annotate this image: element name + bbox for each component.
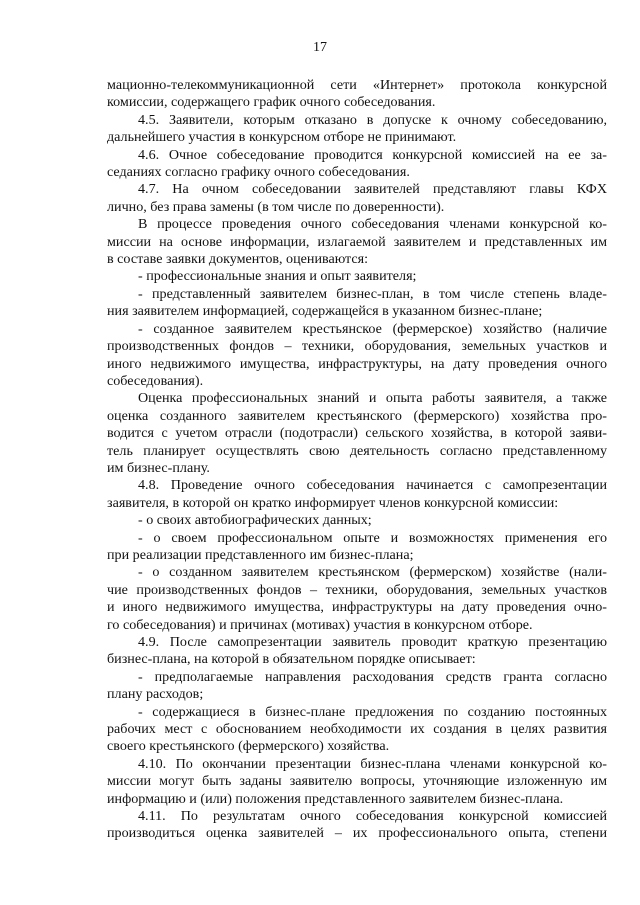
text-line: оценка созданного заявителем крестьянского (фермерского) хозяйства про- [107,407,607,424]
text-line: рабочих мест с обоснованием необходимости их создания в целях развития [107,721,607,738]
text-line: - представленный заявителем бизнес-план, в том числе степень владе- [138,285,607,302]
text-line: 4.5. Заявители, которым отказано в допуске к очному собеседованию, [138,111,607,128]
text-line: дальнейшего участия в конкурсном отборе не принимают. [107,129,457,146]
text-line: - о своем профессиональном опыте и возможностях применения его [138,529,607,546]
text-line: 4.9. После самопрезентации заявитель проводит краткую презентацию [138,634,607,650]
text-line: 4.10. По окончании презентации бизнес-плана членами конкурсной ко- [138,755,607,772]
text-line: иного недвижимого имущества, инфраструктуры, на дату проведения очного [107,355,607,372]
text-line: водится с учетом отрасли (подотрасли) сельского хозяйства, в которой заяви- [107,425,607,442]
text-line: седаниях согласно графику очного собеседования. [107,164,410,181]
text-line: 4.8. Проведение очного собеседования начинается с самопрезентации [138,477,607,494]
text-line: 4.6. Очное собеседование проводится конкурсной комиссией на ее за- [138,146,607,163]
text-line: - о своих автобиографических данных; [138,512,372,529]
text-line: 4.11. По результатам очного собеседования конкурсной комиссией [138,808,607,825]
text-line: при реализации представленного им бизнес-плана; [107,546,414,563]
text-line: миссии на основе информации, излагаемой заявителем и представленных им [107,233,607,250]
text-line: миссии могут быть заданы заявителю вопросы, уточняющие изложенную им [107,773,607,790]
text-line: чие производственных фондов – техники, оборудования, земельных участков [107,581,607,598]
page-number: 17 [313,40,327,55]
text-line: тель планирует осуществлять свою деятельность согласно представленному [107,442,607,459]
text-line: собеседования). [107,372,204,389]
document-body [107,77,607,843]
text-line: производиться оценка заявителей – их профессионального опыта, степени [107,825,607,842]
text-line: - профессиональные знания и опыт заявителя; [138,268,417,285]
text-line: - содержащиеся в бизнес-плане предложения по созданию постоянных [138,703,607,720]
text-line: В процессе проведения очного собеседования членами конкурсной ко- [138,216,607,233]
text-line: - предполагаемые направления расходования средств гранта согласно [138,668,607,685]
text-line: ния заявителем информацией, содержащейся в указанном бизнес-плане; [107,303,543,320]
text-line: в составе заявки документов, оцениваются: [107,251,369,268]
text-line: - о созданном заявителем крестьянском (фермерском) хозяйстве (нали- [138,564,607,581]
text-line: плану расходов; [107,686,204,703]
text-line: Оценка профессиональных знаний и опыта работы заявителя, а также [138,390,607,407]
text-line: лично, без права замены (в том числе по доверенности). [107,198,445,215]
text-line: своего крестьянского (фермерского) хозяйства. [107,738,390,755]
text-line: комиссии, содержащего график очного собеседования. [107,94,436,111]
text-line: мационно-телекоммуникационной сети «Интернет» протокола конкурсной [107,77,607,93]
text-line: - созданное заявителем крестьянское (фермерское) хозяйство (наличие [138,320,607,337]
text-line: производственных фондов – техники, оборудования, земельных участков и [107,338,607,355]
text-line: и иного недвижимого имущества, инфраструктуры на дату проведения очно- [107,599,607,616]
text-line: информацию и (или) положения представленного заявителем бизнес-плана. [107,790,564,807]
text-line: 4.7. На очном собеседовании заявителей представляют главы КФХ [138,181,607,198]
text-line: го собеседования) и причинах (мотивах) участия в конкурсном отборе. [107,616,533,633]
text-line: им бизнес-плану. [107,459,210,476]
text-line: бизнес-плана, на которой в обязательном порядке описывает: [107,651,476,668]
text-line: заявителя, в которой он кратко информирует членов конкурсной комиссии: [107,494,559,511]
